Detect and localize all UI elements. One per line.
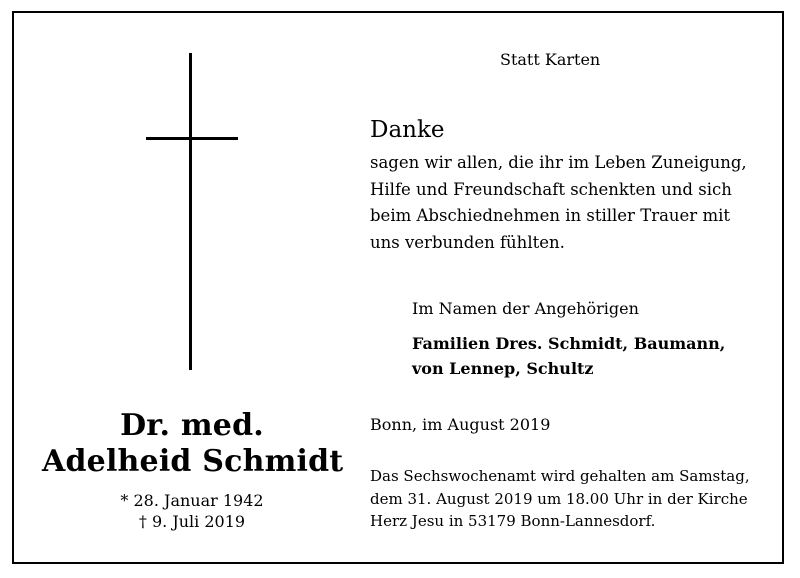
service-line: Herz Jesu in 53179 Bonn-Lannesdorf. [370, 512, 656, 530]
place-date: Bonn, im August 2019 [370, 415, 551, 434]
death-date: † 9. Juli 2019 [138, 512, 246, 531]
birth-date: * 28. Januar 1942 [120, 491, 264, 510]
deceased-name [42, 408, 342, 480]
name-title: Dr. med. [120, 408, 264, 443]
deceased-block [42, 408, 342, 532]
life-dates [42, 490, 342, 532]
statt-karten-label: Statt Karten [500, 50, 601, 69]
cross-icon-bar [146, 137, 238, 140]
family-line: Familien Dres. Schmidt, Baumann, [412, 334, 726, 353]
service-line: Das Sechswochenamt wird gehalten am Samstag, [370, 467, 750, 485]
signature-families [412, 331, 725, 381]
thanks-line: uns verbunden fühlten. [370, 232, 565, 252]
signature-intro: Im Namen der Angehörigen [412, 299, 639, 318]
service-info [370, 465, 770, 533]
thanks-line: Hilfe und Freundschaft schenkten und sich [370, 179, 732, 199]
thanks-line: sagen wir allen, die ihr im Leben Zuneigung, [370, 153, 747, 172]
cross-icon [189, 53, 192, 370]
thanks-message [370, 150, 770, 256]
danke-heading: Danke [370, 117, 445, 143]
thanks-line: beim Abschiednehmen in stiller Trauer mit [370, 206, 730, 225]
family-line: von Lennep, Schultz [412, 359, 594, 378]
name-full: Adelheid Schmidt [42, 444, 344, 479]
service-line: dem 31. August 2019 um 18.00 Uhr in der Kirche [370, 489, 748, 508]
